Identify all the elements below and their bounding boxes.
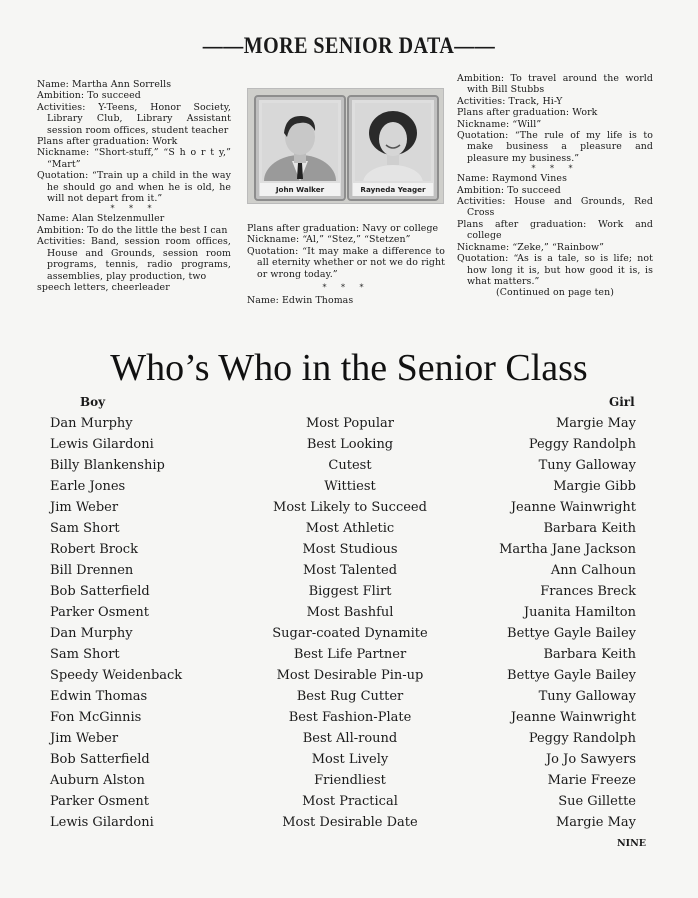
entry-line: Ambition: To succeed (37, 90, 141, 102)
award-category: Sugar-coated Dynamite (272, 626, 428, 641)
girl-name: Juanita Hamilton (523, 605, 636, 620)
entry-line: Plans after graduation: Work (457, 107, 598, 119)
boy-name: Auburn Alston (50, 773, 145, 788)
entry-line: speech letters, cheerleader (37, 281, 170, 293)
entry-line: Ambition: To travel around the world with Bill Stubbs (457, 73, 653, 96)
entry-line: Nickname: “Al,” “Stez,” “Stetzen” (247, 234, 411, 246)
award-category: Best All-round (302, 731, 398, 746)
award-category: Most Talented (302, 563, 398, 578)
girl-name: Margie May (556, 815, 636, 830)
entry-line: Nickname: “Will” (457, 118, 542, 130)
entry-line: Name: Martha Ann Sorrells (37, 79, 172, 90)
boy-name: Edwin Thomas (50, 689, 148, 704)
girl-name: Barbara Keith (543, 521, 636, 536)
award-category: Most Lively (311, 752, 389, 767)
boy-name: Dan Murphy (50, 626, 133, 641)
entry-line: Quotation: “It may make a difference to all eternity whether or not we do right or wrong today.” (247, 245, 445, 280)
entry-line: Ambition: To succeed (457, 184, 561, 196)
boy-name: Bill Drennen (50, 563, 134, 578)
girl-name: Frances Breck (540, 584, 636, 599)
boy-name: Earle Jones (50, 479, 126, 494)
boy-column-header: Boy (80, 395, 106, 409)
entry-line: Activities: Track, Hi-Y (457, 95, 563, 107)
boy-name: Parker Osment (50, 605, 149, 620)
whos-who-title: Who’s Who in the Senior Class (110, 347, 588, 389)
portrait-man-image (262, 103, 338, 181)
award-category: Friendliest (314, 773, 386, 788)
boy-name: Lewis Gilardoni (50, 815, 154, 830)
girl-name: Peggy Randolph (528, 731, 636, 746)
girl-name: Marie Freeze (547, 773, 636, 788)
boy-list (50, 413, 250, 833)
boy-name: Robert Brock (50, 542, 138, 557)
girl-name: Martha Jane Jackson (499, 542, 636, 557)
award-category: Most Likely to Succeed (273, 500, 427, 515)
entry-line: Plans after graduation: Work (37, 136, 178, 148)
entry-line: Plans after graduation: Work and college (457, 218, 653, 242)
portrait-photos (247, 88, 444, 204)
category-list (240, 413, 460, 833)
boy-name: Bob Satterfield (50, 752, 150, 767)
boy-name: Billy Blankenship (50, 458, 165, 473)
girl-name: Barbara Keith (543, 647, 636, 662)
separator-stars: * * * (322, 283, 370, 293)
award-category: Best Fashion-Plate (288, 710, 412, 725)
entry-line: Name: Edwin Thomas (247, 295, 354, 307)
award-category: Most Popular (305, 416, 395, 431)
entry-line: Quotation: “As is a tale, so is life; not how long it is, but how good it is, is what matters.” (457, 253, 653, 287)
boy-name: Lewis Gilardoni (50, 437, 154, 452)
award-category: Most Studious (302, 542, 398, 557)
girl-name: Jeanne Wainwright (510, 500, 636, 515)
girl-name: Margie May (556, 416, 636, 431)
continued-note: (Continued on page ten) (496, 287, 614, 299)
girl-name: Tuny Galloway (538, 458, 636, 473)
entry-line: Nickname: “Short-stuff,” “S h o r t y,” “Mart” (37, 147, 231, 170)
award-category: Best Rug Cutter (296, 689, 404, 704)
entry-line: Quotation: “Train up a child in the way he should go and when he is old, he will not depart from it.” (37, 170, 231, 205)
separator-stars: * * * (531, 164, 579, 174)
girl-list (450, 413, 636, 833)
entry-line: Activities: Y-Teens, Honor Society, Library Club, Library Assistant session room offices, student teacher (37, 101, 231, 136)
boy-name: Jim Weber (50, 500, 119, 515)
boy-name: Sam Short (50, 647, 120, 662)
entry-line: Nickname: “Zeke,” “Rainbow” (457, 241, 605, 253)
award-category: Most Practical (302, 794, 398, 809)
entry-line: Activities: House and Grounds, Red Cross (457, 196, 653, 219)
girl-name: Ann Calhoun (550, 563, 636, 578)
award-category: Best Life Partner (293, 647, 407, 662)
award-category: Wittiest (324, 479, 376, 494)
award-category: Cutest (328, 458, 372, 473)
girl-name: Bettye Gayle Bailey (507, 626, 636, 641)
girl-name: Margie Gibb (553, 479, 636, 494)
photo-frame-john-walker (254, 95, 346, 201)
photo-caption: Rayneda Yeager (353, 183, 433, 196)
page-number: NINE (617, 838, 647, 849)
girl-name: Peggy Randolph (528, 437, 636, 452)
section-heading: ——MORE SENIOR DATA—— (202, 33, 496, 59)
boy-name: Bob Satterfield (50, 584, 150, 599)
entry-line: Quotation: “The rule of my life is to make business a pleasure and pleasure my business.” (457, 130, 653, 164)
girl-name: Tuny Galloway (538, 689, 636, 704)
award-category: Biggest Flirt (308, 584, 392, 599)
girl-name: Jo Jo Sawyers (545, 752, 636, 767)
boy-name: Jim Weber (50, 731, 119, 746)
girl-name: Bettye Gayle Bailey (507, 668, 636, 683)
award-category: Most Desirable Date (282, 815, 418, 830)
senior-data-column-2 (247, 223, 445, 306)
girl-column-header: Girl (609, 395, 635, 409)
separator-stars: * * * (110, 204, 158, 214)
photo-caption: John Walker (260, 183, 340, 196)
girl-name: Sue Gillette (558, 794, 636, 809)
photo-frame-rayneda-yeager (347, 95, 439, 201)
entry-line: Name: Alan Stelzenmuller (37, 213, 165, 225)
boy-name: Dan Murphy (50, 416, 133, 431)
boy-name: Parker Osment (50, 794, 149, 809)
portrait-woman-image (355, 103, 431, 181)
boy-name: Sam Short (50, 521, 120, 536)
senior-data-column-3 (457, 73, 653, 299)
boy-name: Speedy Weidenback (50, 668, 183, 683)
girl-name: Jeanne Wainwright (510, 710, 636, 725)
senior-data-column-1 (37, 79, 231, 293)
boy-name: Fon McGinnis (50, 710, 142, 725)
entry-line: Name: Raymond Vines (457, 173, 567, 185)
award-category: Most Desirable Pin-up (276, 668, 424, 683)
entry-line: Plans after graduation: Navy or college (247, 223, 439, 234)
entry-line: Activities: Band, session room offices, House and Grounds, session room programs, tennis, radio programs, assemblies, play production, two (37, 236, 231, 282)
award-category: Most Athletic (305, 521, 395, 536)
award-category: Most Bashful (306, 605, 394, 620)
award-category: Best Looking (306, 437, 394, 452)
entry-line: Ambition: To do the little the best I can (37, 224, 228, 236)
